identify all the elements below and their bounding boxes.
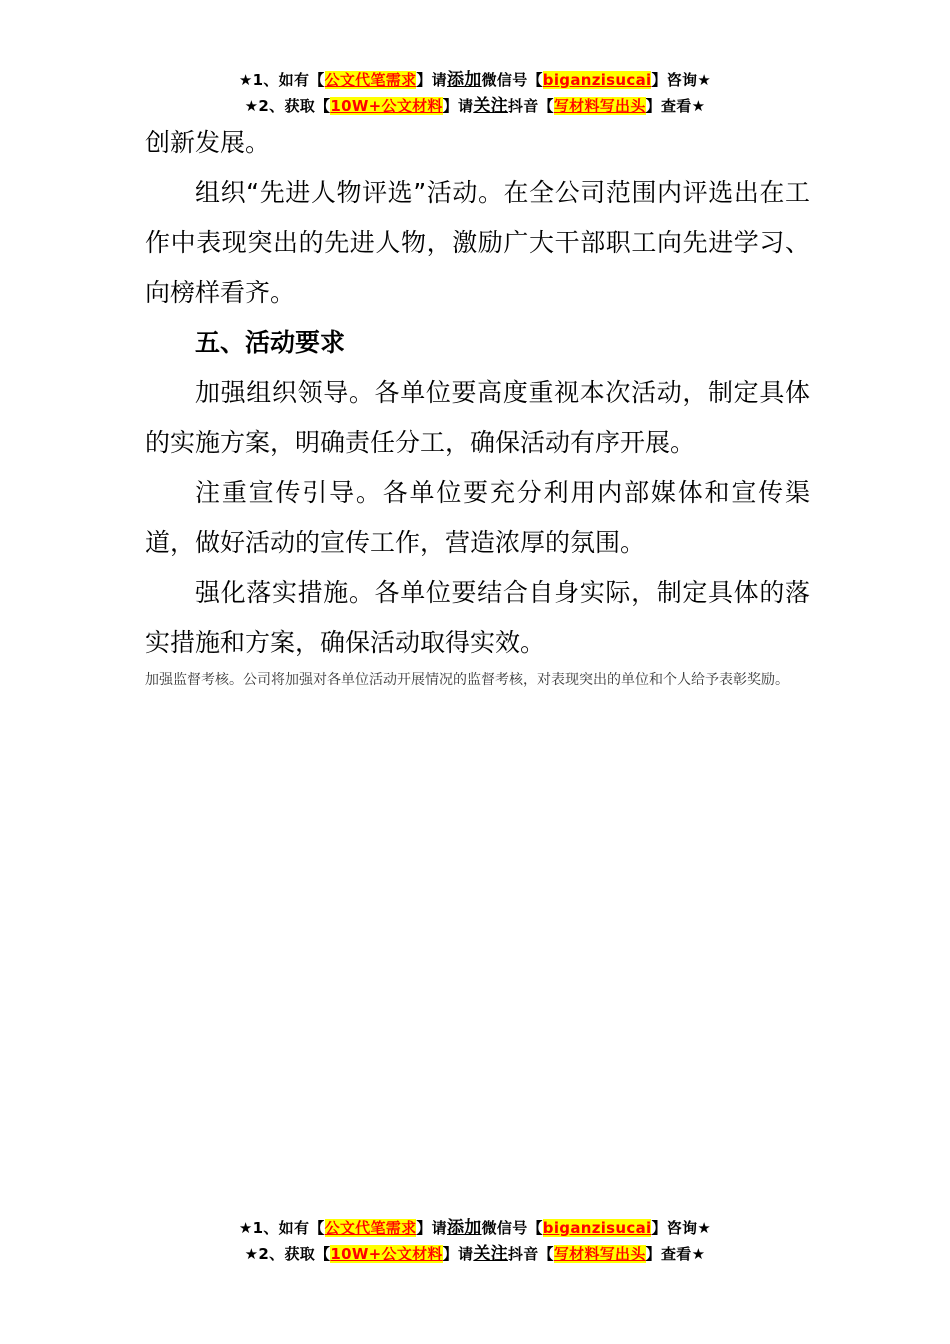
paragraph-selection-activity: 组织“先进人物评选”活动。在全公司范围内评选出在工作中表现突出的先进人物，激励广大干部职工向先进学习、向榜样看齐。 [145, 178, 810, 307]
banner-text: ★1、如有【 [238, 1219, 325, 1237]
document-body [145, 118, 810, 692]
banner-underline-add: 添加 [446, 70, 482, 90]
paragraph-requirement-supervision: 加强监督考核。公司将加强对各单位活动开展情况的监督考核，对表现突出的单位和个人给予表彰奖励。 [145, 672, 789, 688]
banner-text: ★2、获取【 [244, 1245, 331, 1263]
banner-text: 】请 [442, 97, 474, 115]
banner-underline-follow: 关注 [473, 96, 508, 116]
banner-text: ★1、如有【 [238, 71, 325, 89]
footer-banner [0, 1215, 950, 1267]
banner-line-1 [0, 67, 950, 93]
banner-text: 】请 [442, 1245, 474, 1263]
banner-highlight-wechat-id: biganzisucai [542, 1219, 652, 1237]
banner-highlight-materials: 10W+公文材料 [330, 97, 443, 115]
banner-highlight-service: 公文代笔需求 [324, 71, 417, 89]
banner-highlight-materials: 10W+公文材料 [330, 1245, 443, 1263]
banner-text: 】咨询★ [651, 71, 712, 89]
banner-text: 微信号【 [481, 71, 543, 89]
banner-line-2 [0, 93, 950, 119]
banner-text: 】查看★ [645, 97, 706, 115]
banner-highlight-douyin-account: 写材料写出头 [553, 1245, 646, 1263]
banner-text: 】请 [416, 71, 447, 89]
paragraph-requirement-leadership: 加强组织领导。各单位要高度重视本次活动，制定具体的实施方案，明确责任分工，确保活动有序开展。 [145, 378, 810, 457]
banner-text: 微信号【 [481, 1219, 543, 1237]
paragraph-continuation: 创新发展。 [145, 128, 271, 157]
banner-highlight-service: 公文代笔需求 [324, 1219, 417, 1237]
banner-line-2 [0, 1241, 950, 1267]
paragraph-requirement-publicity: 注重宣传引导。各单位要充分利用内部媒体和宣传渠道，做好活动的宣传工作，营造浓厚的氛围。 [145, 478, 810, 557]
banner-text: ★2、获取【 [244, 97, 331, 115]
banner-text: 】咨询★ [651, 1219, 712, 1237]
banner-highlight-wechat-id: biganzisucai [542, 71, 652, 89]
banner-text: 抖音【 [507, 1245, 554, 1263]
banner-highlight-douyin-account: 写材料写出头 [553, 97, 646, 115]
banner-line-1 [0, 1215, 950, 1241]
section-heading: 五、活动要求 [195, 328, 346, 357]
paragraph-requirement-implementation: 强化落实措施。各单位要结合自身实际，制定具体的落实措施和方案，确保活动取得实效。 [145, 578, 810, 657]
header-banner [0, 67, 950, 119]
banner-underline-follow: 关注 [473, 1244, 508, 1264]
banner-text: 抖音【 [507, 97, 554, 115]
banner-text: 】查看★ [645, 1245, 706, 1263]
banner-text: 】请 [416, 1219, 447, 1237]
banner-underline-add: 添加 [446, 1218, 482, 1238]
